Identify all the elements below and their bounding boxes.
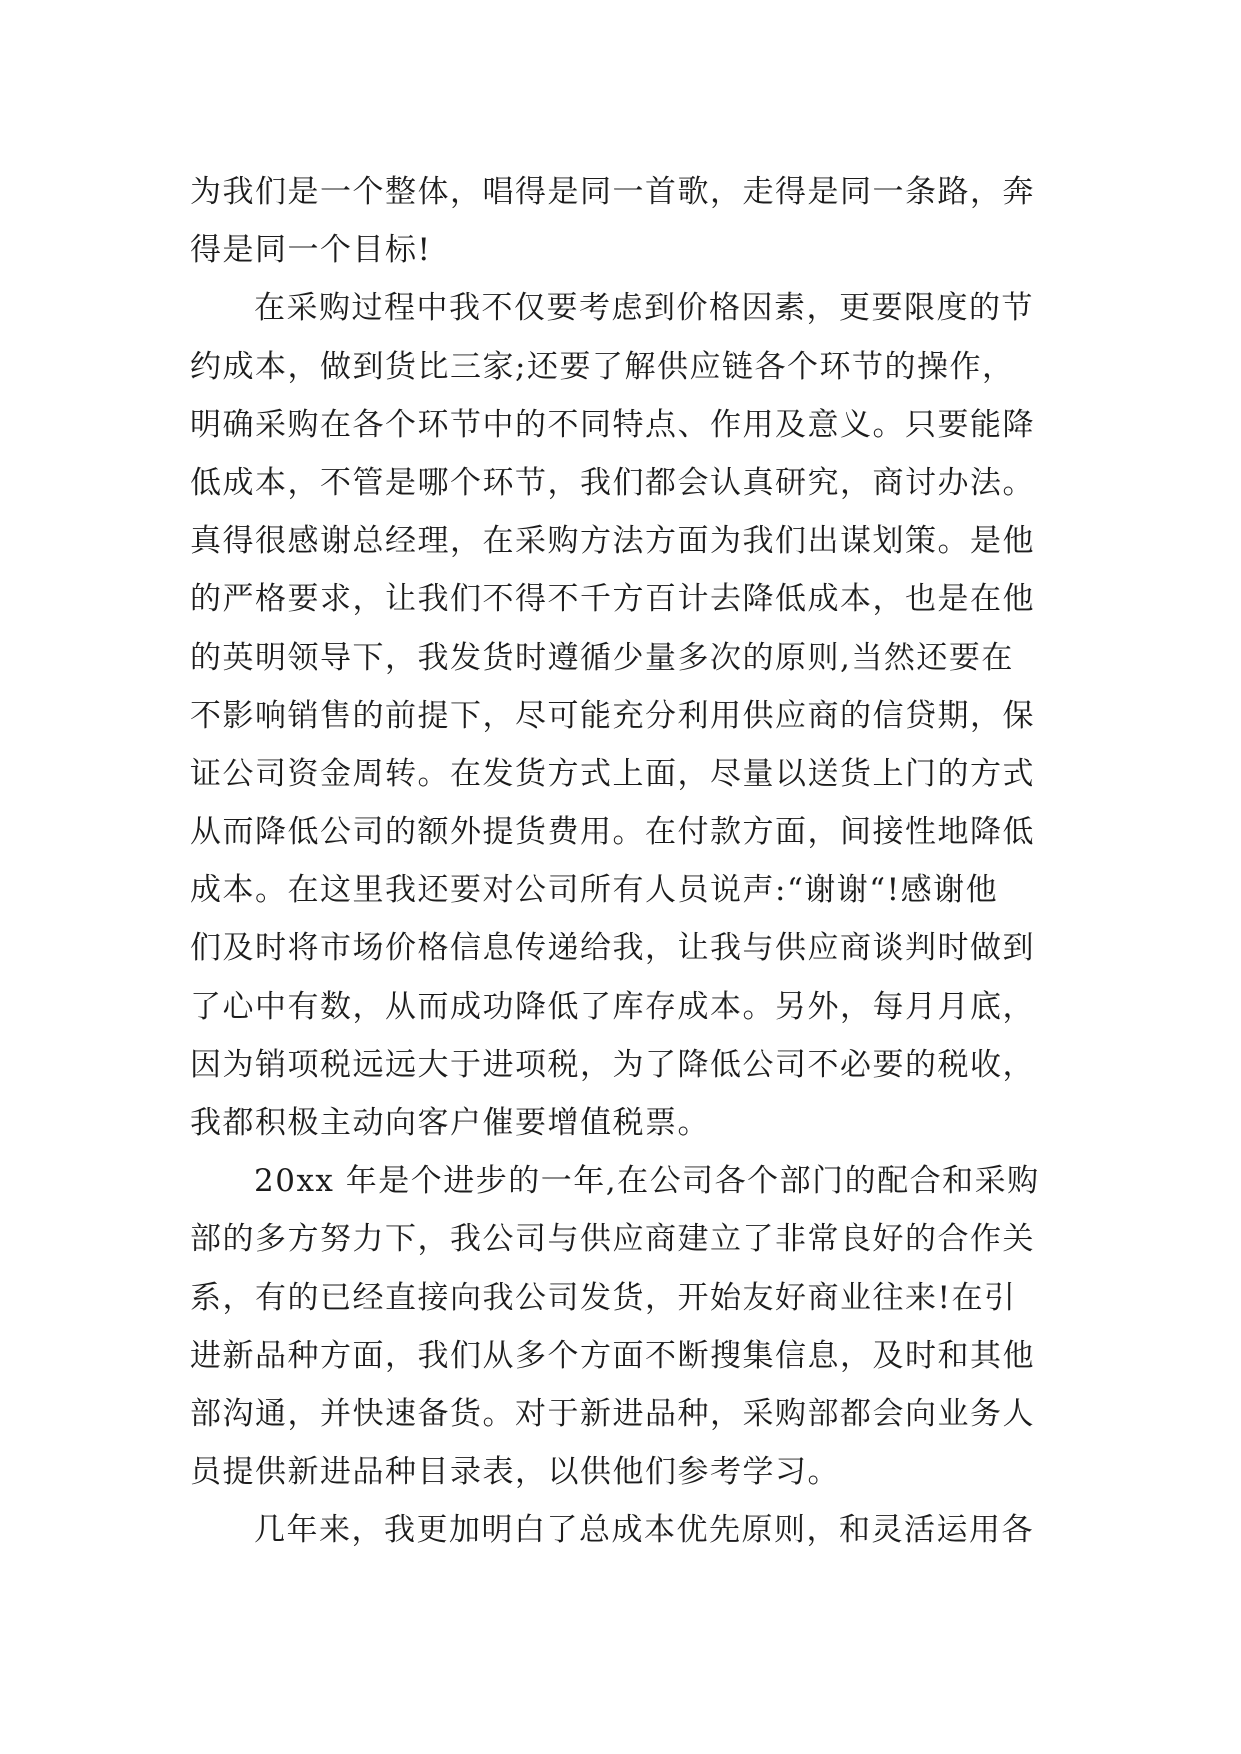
text-line: 约成本，做到货比三家;还要了解供应链各个环节的操作， [190,348,1015,385]
text-line: 成本。在这里我还要对公司所有人员说声:“谢谢“!感谢他 [190,872,999,909]
text-line: 了心中有数，从而成功降低了库存成本。另外，每月月底， [190,988,1035,1025]
text-line: 从而降低公司的额外提货费用。在付款方面，间接性地降低 [190,814,1035,851]
text-line: 不影响销售的前提下，尽可能充分利用供应商的信贷期，保 [190,697,1035,734]
text-line: 在采购过程中我不仅要考虑到价格因素，更要限度的节 [254,290,1034,327]
text-line: 员提供新进品种目录表，以供他们参考学习。 [190,1454,840,1491]
text-line: 系，有的已经直接向我公司发货，开始友好商业往来!在引 [190,1279,1017,1316]
text-line: 真得很感谢总经理，在采购方法方面为我们出谋划策。是他 [190,523,1035,560]
text-line: 们及时将市场价格信息传递给我，让我与供应商谈判时做到 [190,930,1035,967]
text-line: 部沟通，并快速备货。对于新进品种，采购部都会向业务人 [190,1395,1035,1432]
text-line: 低成本，不管是哪个环节，我们都会认真研究，商讨办法。 [190,464,1035,501]
text-line: 的严格要求，让我们不得不千方百计去降低成本，也是在他 [190,581,1035,618]
text-line: 因为销项税远远大于进项税，为了降低公司不必要的税收， [190,1046,1035,1083]
text-line: 我都积极主动向客户催要增值税票。 [190,1105,710,1141]
text-line: 得是同一个目标! [190,232,432,269]
text-line: 为我们是一个整体，唱得是同一首歌，走得是同一条路，奔 [190,174,1035,210]
text-line: 部的多方努力下，我公司与供应商建立了非常良好的合作关 [190,1221,1035,1258]
body-text [190,163,1070,1560]
text-line: 证公司资金周转。在发货方式上面，尽量以送货上门的方式 [190,755,1035,792]
text-line: 的英明领导下，我发货时遵循少量多次的原则,当然还要在 [190,639,1014,676]
text-line: 进新品种方面，我们从多个方面不断搜集信息，及时和其他 [190,1337,1035,1374]
text-line: 明确采购在各个环节中的不同特点、作用及意义。只要能降 [190,406,1035,443]
text-line: 几年来，我更加明白了总成本优先原则，和灵活运用各 [254,1512,1034,1549]
text-line: 20xx 年是个进步的一年,在公司各个部门的配合和采购 [254,1163,1040,1200]
